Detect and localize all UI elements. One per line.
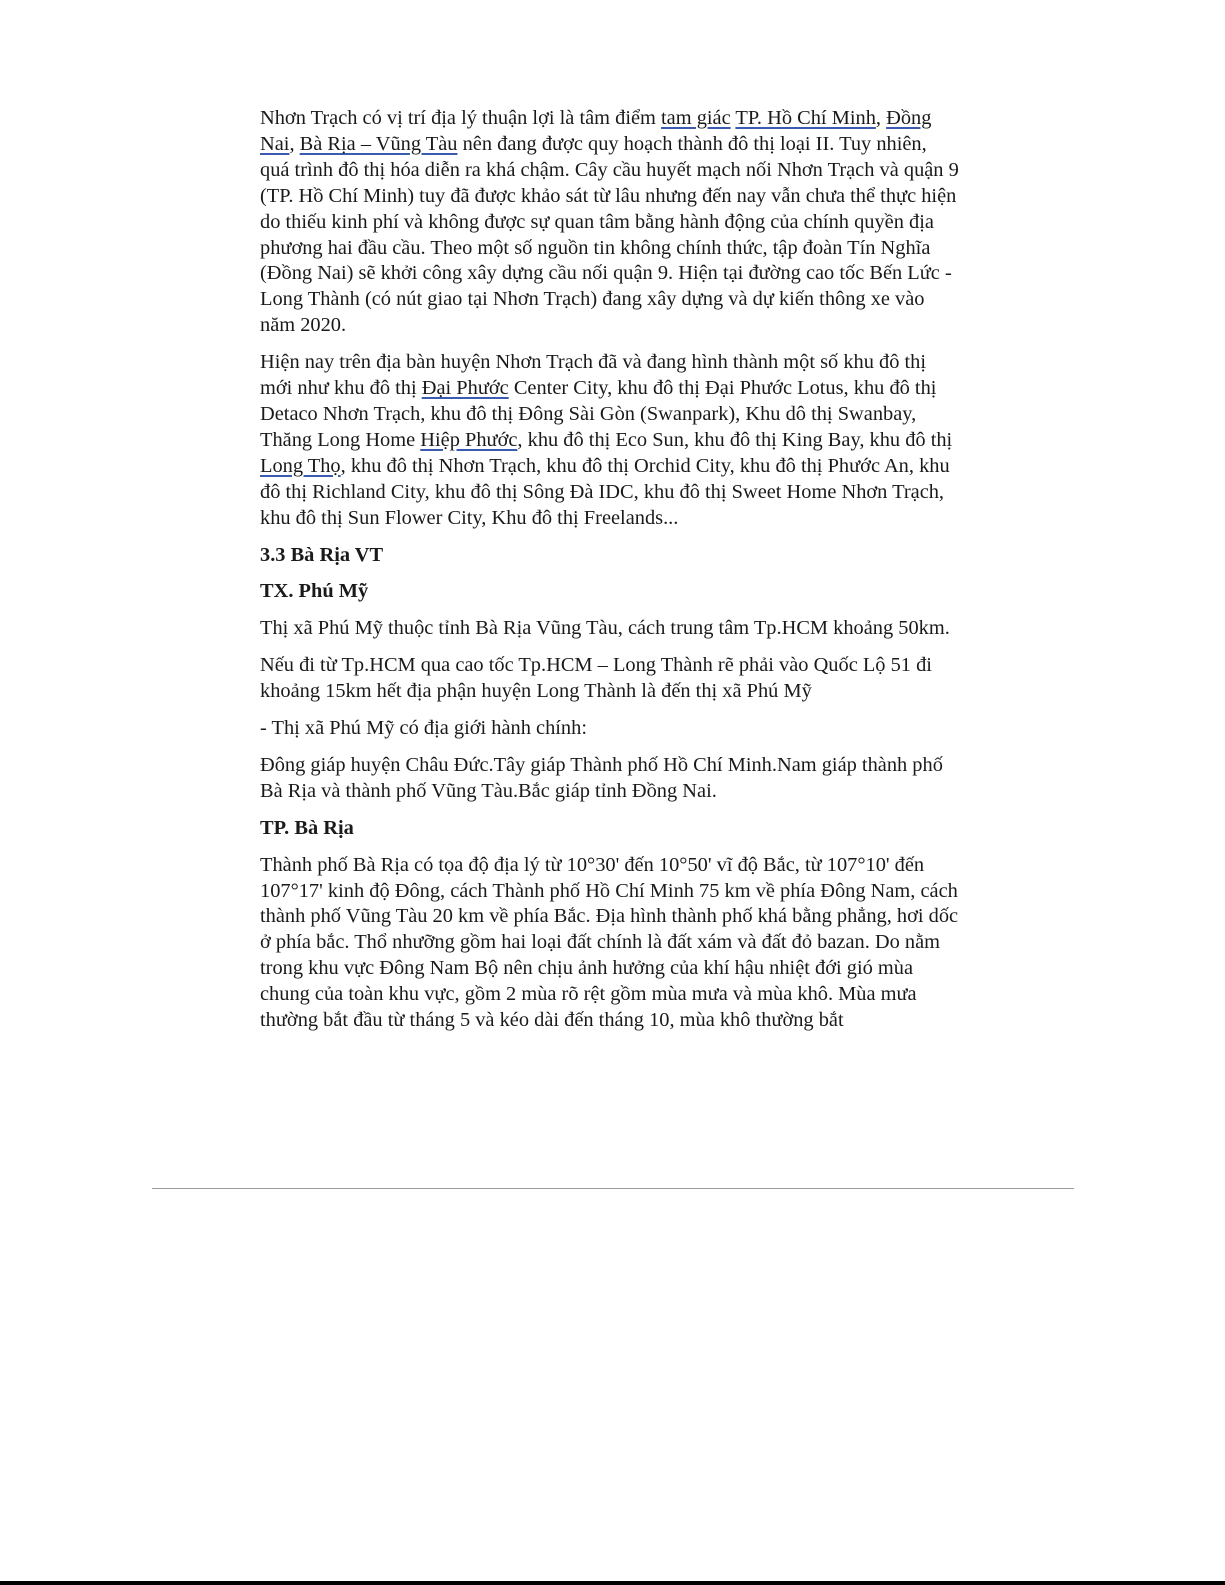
link-tam-giac[interactable]: tam giác — [661, 107, 731, 129]
heading-tx-phu-my: TX. Phú Mỹ — [260, 580, 369, 603]
link-tp-ho-chi-minh[interactable]: TP. Hồ Chí Minh — [735, 107, 876, 129]
bottom-edge-bar — [0, 1581, 1225, 1585]
paragraph-phu-my-route: Nếu đi từ Tp.HCM qua cao tốc Tp.HCM – Long Thành rẽ phải vào Quốc Lộ 51 đi khoảng 15km hết địa phận huyện Long Thành là đến thị xã Phú Mỹ — [260, 654, 932, 703]
heading-tp-ba-ria: TP. Bà Rịa — [260, 816, 354, 839]
link-ba-ria-vung-tau[interactable]: Bà Rịa – Vũng Tàu — [299, 132, 458, 155]
paragraph-admin-boundary: Đông giáp huyện Châu Đức.Tây giáp Thành phố Hồ Chí Minh.Nam giáp thành phố Bà Rịa và thành phố Vũng Tàu.Bắc giáp tỉnh Đồng Nai. — [260, 753, 943, 802]
link-hiep-phuoc[interactable]: Hiệp Phước — [420, 428, 518, 451]
document-page — [260, 106, 960, 1045]
paragraph-nhon-trach-location: Nhơn Trạch có vị trí địa lý thuận lợi là tâm điểm tam giác TP. Hồ Chí Minh, Đồng Nai, Bà Rịa – Vũng Tàu nên đang được quy hoạch thành đô thị loại II. Tuy nhiên, quá trình đô thị hóa diễn ra khá chậm. Cây cầu huyết mạch nối Nhơn Trạch và quận 9 (TP. Hồ Chí Minh) tuy đã được khảo sát từ lâu nhưng đến nay vẫn chưa thể thực hiện do thiếu kinh phí và không được sự quan tâm bằng hành động của chính quyền địa phương hai đầu cầu. Theo một số nguồn tin không chính thức, tập đoàn Tín Nghĩa (Đồng Nai) sẽ khởi công xây dựng cầu nối quận 9. Hiện tại đường cao tốc Bến Lức - Long Thành (có nút giao tại Nhơn Trạch) đang xây dựng và dự kiến thông xe vào năm 2020. — [260, 107, 959, 337]
link-dai-phuoc[interactable]: Đại Phước — [421, 377, 509, 400]
page-divider — [152, 1188, 1074, 1189]
heading-ba-ria-vt: 3.3 Bà Rịa VT — [260, 543, 384, 566]
paragraph-ba-ria-geography: Thành phố Bà Rịa có tọa độ địa lý từ 10°30' đến 10°50' vĩ độ Bắc, từ 107°10' đến 107°17' kinh độ Đông, cách Thành phố Hồ Chí Minh 75 km về phía Đông Nam, cách thành phố Vũng Tàu 20 km về phía Bắc. Địa hình thành phố khá bằng phẳng, hơi dốc ở phía bắc. Thổ nhưỡng gồm hai loại đất chính là đất xám và đất đỏ bazan. Do nằm trong khu vực Đông Nam Bộ nên chịu ảnh hưởng của khí hậu nhiệt đới gió mùa chung của toàn khu vực, gồm 2 mùa rõ rệt gồm mùa mưa và mùa khô. Mùa mưa thường bắt đầu từ tháng 5 và kéo dài đến tháng 10, mùa khô thường bắt — [260, 853, 959, 1032]
paragraph-phu-my-distance: Thị xã Phú Mỹ thuộc tỉnh Bà Rịa Vũng Tàu, cách trung tâm Tp.HCM khoảng 50km. — [260, 617, 950, 640]
paragraph-urban-areas: Hiện nay trên địa bàn huyện Nhơn Trạch đã và đang hình thành một số khu đô thị mới như khu đô thị Đại Phước Center City, khu đô thị Đại Phước Lotus, khu đô thị Detaco Nhơn Trạch, khu đô thị Đông Sài Gòn (Swanpark), Khu dô thị Swanbay, Thăng Long Home Hiệp Phước, khu đô thị Eco Sun, khu đô thị King Bay, khu đô thị Long Thọ, khu đô thị Nhơn Trạch, khu đô thị Orchid City, khu đô thị Phước An, khu đô thị Richland City, khu đô thị Sông Đà IDC, khu đô thị Sweet Home Nhơn Trạch, khu đô thị Sun Flower City, Khu đô thị Freelands... — [260, 351, 953, 529]
paragraph-admin-boundary-intro: - Thị xã Phú Mỹ có địa giới hành chính: — [260, 717, 587, 740]
link-dong-nai[interactable]: Đồng Nai — [260, 107, 932, 155]
link-long-tho[interactable]: Long Thọ — [260, 454, 341, 477]
